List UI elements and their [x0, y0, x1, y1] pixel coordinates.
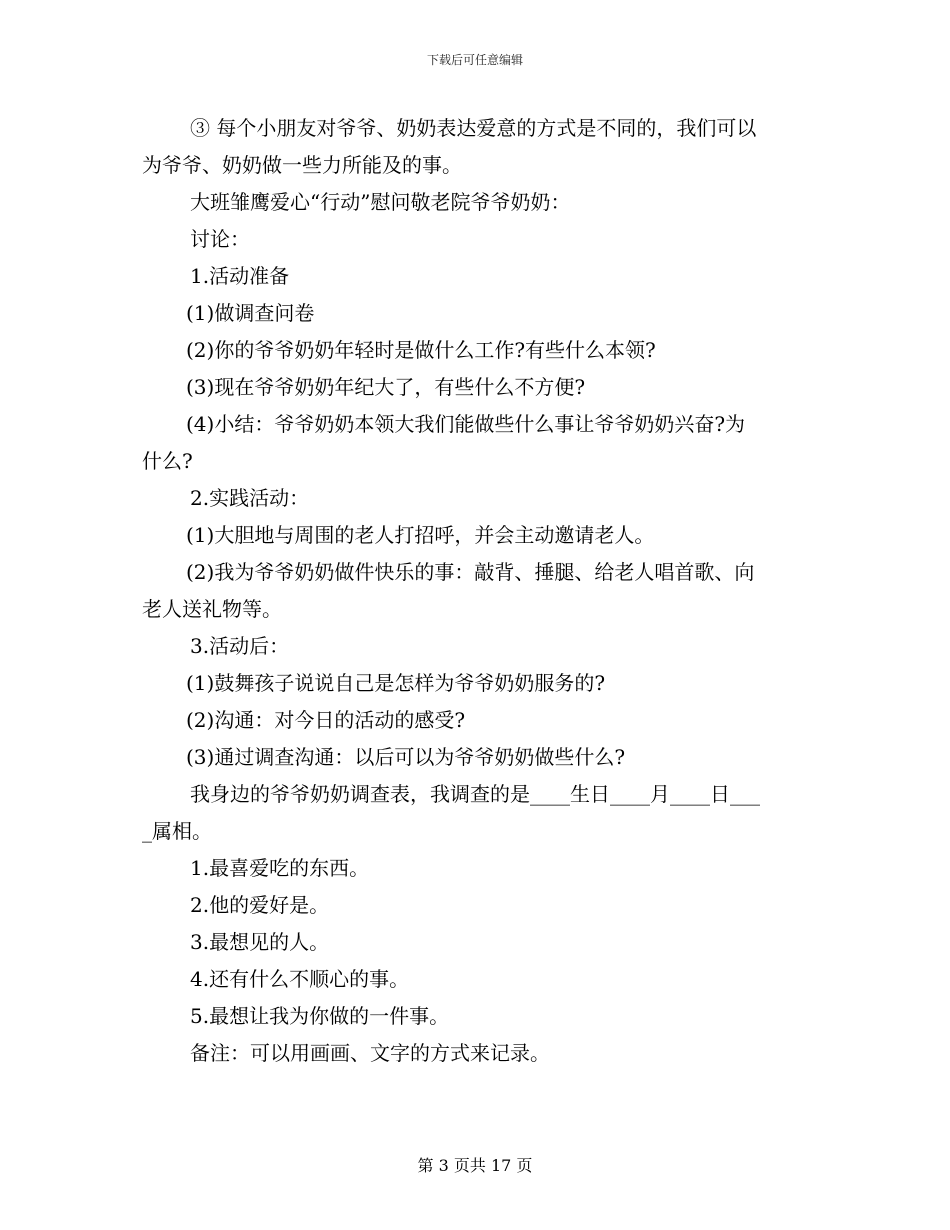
document-body — [142, 110, 810, 1072]
list-item: (1)大胆地与周围的老人打招呼，并会主动邀请老人。 — [186, 523, 655, 547]
paragraph-line: ③ 每个小朋友对爷爷、奶奶表达爱意的方式是不同的，我们可以 — [190, 116, 757, 140]
paragraph-line: 讨论： — [190, 227, 250, 251]
section-title: 大班雏鹰爱心“行动”慰问敬老院爷爷奶奶： — [190, 190, 571, 214]
list-item: (3)现在爷爷奶奶年纪大了，有些什么不方便? — [186, 375, 586, 399]
list-item: 3.活动后： — [190, 634, 290, 658]
list-item: 1.活动准备 — [190, 264, 290, 288]
list-item: (3)通过调查沟通：以后可以为爷爷奶奶做些什么? — [186, 745, 626, 769]
list-item: (4)小结：爷爷奶奶本领大我们能做些什么事让爷爷奶奶兴奋?为 — [186, 412, 746, 436]
list-item: 5.最想让我为你做的一件事。 — [190, 1004, 450, 1028]
list-item: 3.最想见的人。 — [190, 930, 330, 954]
paragraph-line: 什么? — [142, 449, 193, 473]
page-number: 第 3 页共 17 页 — [417, 1156, 533, 1175]
list-item: 1.最喜爱吃的东西。 — [190, 856, 370, 880]
survey-line: _属相。 — [142, 819, 212, 843]
list-item: (2)你的爷爷奶奶年轻时是做什么工作?有些什么本领? — [186, 338, 656, 362]
paragraph-line: 为爷爷、奶奶做一些力所能及的事。 — [142, 153, 462, 177]
list-item: 2.他的爱好是。 — [190, 893, 330, 917]
list-item: (1)鼓舞孩子说说自己是怎样为爷爷奶奶服务的? — [186, 671, 606, 695]
list-item: 2.实践活动： — [190, 486, 310, 510]
list-item: (2)我为爷爷奶奶做件快乐的事：敲背、捶腿、给老人唱首歌、向 — [186, 560, 755, 584]
page-header: 下载后可任意编辑 — [426, 53, 523, 67]
list-item: 4.还有什么不顺心的事。 — [190, 967, 410, 991]
list-item: (2)沟通：对今日的活动的感受? — [186, 708, 466, 732]
paragraph-line: 老人送礼物等。 — [142, 597, 282, 621]
list-item: (1)做调查问卷 — [186, 301, 315, 325]
survey-line: 我身边的爷爷奶奶调查表，我调查的是____生日____月____日___ — [190, 782, 760, 806]
note-line: 备注：可以用画画、文字的方式来记录。 — [190, 1041, 550, 1065]
